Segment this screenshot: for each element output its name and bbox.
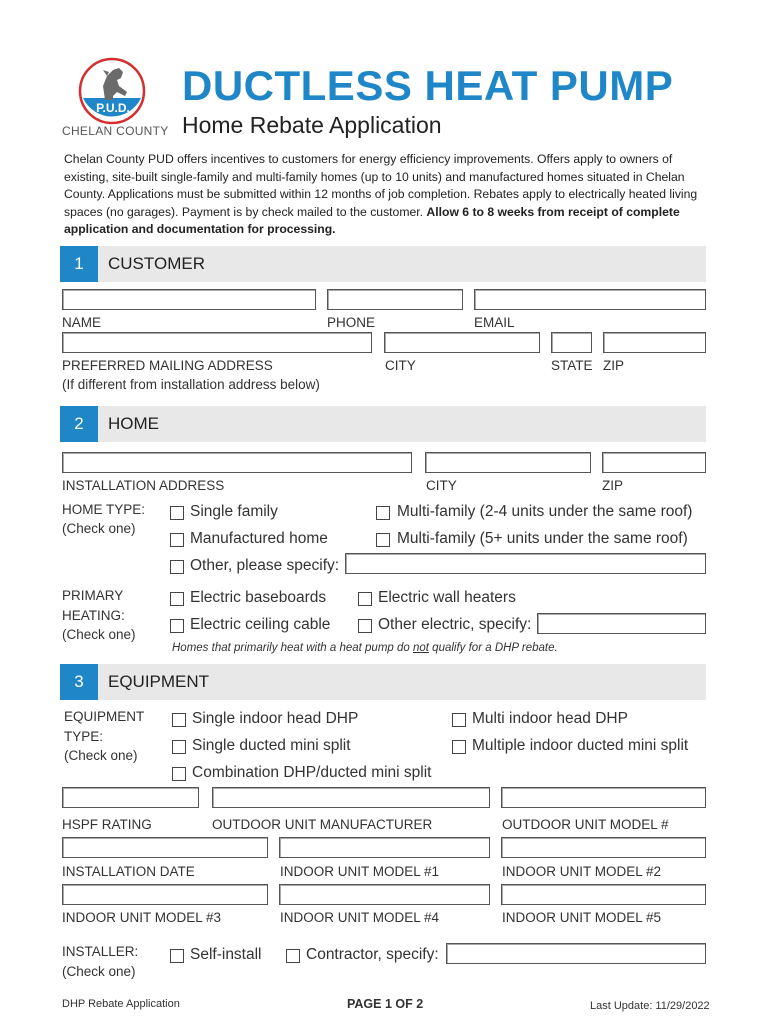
single-family-checkbox[interactable] bbox=[170, 506, 184, 520]
section-number: 3 bbox=[60, 664, 98, 700]
intro-body: Chelan County PUD offers incentives to customers for energy efficiency improvements. Offers apply to owners of existing, site-built single-family and multi-family homes (up to 10 units) and manufactured homes situated in Chelan County. Applications must be submitted within 12 months of job completion. Rebates apply to electrically heated living spaces (no garages). Payment is by check mailed to the customer. bbox=[64, 152, 698, 219]
section-title: CUSTOMER bbox=[108, 254, 205, 273]
indoor-model-2-label: INDOOR UNIT MODEL #2 bbox=[502, 864, 662, 879]
mailing-address-label: PREFERRED MAILING ADDRESS bbox=[62, 358, 273, 373]
other-home-type-checkbox[interactable] bbox=[170, 560, 184, 574]
single-ducted-checkbox[interactable] bbox=[172, 740, 186, 754]
combination-label: Combination DHP/ducted mini split bbox=[192, 764, 432, 781]
footer-last-update: Last Update: 11/29/2022 bbox=[590, 1000, 710, 1012]
logo-org-name: CHELAN COUNTY bbox=[62, 124, 169, 138]
installation-city-label: CITY bbox=[426, 478, 457, 493]
intro-processing-note: Allow 6 to 8 weeks from receipt of complete application and documentation for processing. bbox=[64, 204, 680, 237]
equipment-type-label bbox=[64, 707, 144, 766]
name-label: NAME bbox=[62, 315, 102, 330]
page-subtitle: Home Rebate Application bbox=[182, 112, 442, 138]
self-install-label: Self-install bbox=[190, 946, 262, 963]
installer-hint: (Check one) bbox=[62, 963, 136, 979]
section-number: 1 bbox=[60, 246, 98, 282]
electric-wall-heaters-checkbox[interactable] bbox=[358, 592, 372, 606]
multi-indoor-head-label: Multi indoor head DHP bbox=[472, 710, 628, 727]
phone-label: PHONE bbox=[327, 315, 376, 330]
outdoor-model-input[interactable] bbox=[501, 787, 706, 808]
indoor-model-2-input[interactable] bbox=[501, 837, 706, 858]
mailing-zip-label: ZIP bbox=[603, 358, 625, 373]
multi-family-small-checkbox[interactable] bbox=[376, 506, 390, 520]
mailing-address-note: (If different from installation address below) bbox=[62, 377, 320, 392]
section-title: EQUIPMENT bbox=[108, 672, 210, 691]
multiple-ducted-label: Multiple indoor ducted mini split bbox=[472, 737, 689, 754]
installer-label bbox=[62, 942, 138, 981]
mailing-zip-input[interactable] bbox=[603, 332, 706, 353]
other-electric-label: Other electric, specify: bbox=[378, 616, 532, 633]
single-indoor-head-label: Single indoor head DHP bbox=[192, 710, 359, 727]
footer-page-number: PAGE 1 OF 2 bbox=[347, 997, 424, 1011]
email-input[interactable] bbox=[474, 289, 706, 310]
mailing-state-label: STATE bbox=[551, 358, 593, 373]
hspf-rating-input[interactable] bbox=[62, 787, 199, 808]
outdoor-manufacturer-label: OUTDOOR UNIT MANUFACTURER bbox=[212, 817, 433, 832]
logo-badge-text: P.U.D. bbox=[96, 101, 130, 115]
section-header-equipment bbox=[60, 664, 706, 700]
phone-input[interactable] bbox=[327, 289, 463, 310]
contractor-label: Contractor, specify: bbox=[306, 946, 439, 963]
multi-indoor-head-checkbox[interactable] bbox=[452, 713, 466, 727]
contractor-input[interactable] bbox=[446, 943, 706, 964]
outdoor-model-label: OUTDOOR UNIT MODEL # bbox=[502, 817, 669, 832]
primary-heating-label bbox=[62, 586, 136, 645]
logo bbox=[62, 56, 169, 140]
section-header-home bbox=[60, 406, 706, 442]
email-label: EMAIL bbox=[474, 315, 515, 330]
indoor-model-5-input[interactable] bbox=[501, 884, 706, 905]
section-header-customer bbox=[60, 246, 706, 282]
mailing-city-label: CITY bbox=[385, 358, 416, 373]
manufactured-home-checkbox[interactable] bbox=[170, 533, 184, 547]
section-title: HOME bbox=[108, 414, 159, 433]
indoor-model-4-label: INDOOR UNIT MODEL #4 bbox=[280, 910, 440, 925]
indoor-model-5-label: INDOOR UNIT MODEL #5 bbox=[502, 910, 662, 925]
other-home-type-label: Other, please specify: bbox=[190, 557, 340, 574]
installation-zip-input[interactable] bbox=[602, 452, 706, 473]
mailing-address-input[interactable] bbox=[62, 332, 372, 353]
equipment-type-label-line1: EQUIPMENT bbox=[64, 709, 145, 724]
name-input[interactable] bbox=[62, 289, 316, 310]
indoor-model-1-label: INDOOR UNIT MODEL #1 bbox=[280, 864, 440, 879]
single-ducted-label: Single ducted mini split bbox=[192, 737, 351, 754]
self-install-checkbox[interactable] bbox=[170, 949, 184, 963]
pud-horse-logo-icon bbox=[77, 56, 147, 126]
page-title: DUCTLESS HEAT PUMP bbox=[182, 62, 674, 109]
single-family-label: Single family bbox=[190, 503, 278, 520]
mailing-city-input[interactable] bbox=[384, 332, 540, 353]
installation-date-label: INSTALLATION DATE bbox=[62, 864, 195, 879]
indoor-model-3-input[interactable] bbox=[62, 884, 268, 905]
intro-paragraph bbox=[64, 151, 714, 239]
hspf-rating-label: HSPF RATING bbox=[62, 817, 152, 832]
multi-family-large-label: Multi-family (5+ units under the same roof) bbox=[397, 530, 688, 547]
mailing-state-input[interactable] bbox=[551, 332, 592, 353]
installation-zip-label: ZIP bbox=[602, 478, 624, 493]
indoor-model-4-input[interactable] bbox=[279, 884, 490, 905]
equipment-type-hint: (Check one) bbox=[64, 748, 138, 763]
heat-pump-disclaimer: Homes that primarily heat with a heat pump do not qualify for a DHP rebate. bbox=[172, 642, 558, 654]
primary-heating-hint: (Check one) bbox=[62, 627, 136, 642]
electric-baseboards-checkbox[interactable] bbox=[170, 592, 184, 606]
indoor-model-3-label: INDOOR UNIT MODEL #3 bbox=[62, 910, 222, 925]
installation-city-input[interactable] bbox=[425, 452, 591, 473]
installation-address-input[interactable] bbox=[62, 452, 412, 473]
home-type-hint: (Check one) bbox=[62, 521, 136, 536]
other-electric-input[interactable] bbox=[537, 613, 706, 634]
manufactured-home-label: Manufactured home bbox=[190, 530, 328, 547]
combination-checkbox[interactable] bbox=[172, 767, 186, 781]
multiple-ducted-checkbox[interactable] bbox=[452, 740, 466, 754]
single-indoor-head-checkbox[interactable] bbox=[172, 713, 186, 727]
equipment-type-label-line2: TYPE: bbox=[64, 728, 104, 744]
section-number: 2 bbox=[60, 406, 98, 442]
footer-document-name: DHP Rebate Application bbox=[62, 998, 180, 1010]
installation-date-input[interactable] bbox=[62, 837, 268, 858]
electric-baseboards-label: Electric baseboards bbox=[190, 589, 327, 606]
electric-ceiling-cable-checkbox[interactable] bbox=[170, 619, 184, 633]
outdoor-manufacturer-input[interactable] bbox=[212, 787, 490, 808]
primary-heating-label-line2: HEATING: bbox=[62, 607, 125, 623]
other-electric-checkbox[interactable] bbox=[358, 619, 372, 633]
home-type-label: HOME TYPE: bbox=[62, 502, 146, 517]
contractor-checkbox[interactable] bbox=[286, 949, 300, 963]
installer-label-line1: INSTALLER: bbox=[62, 944, 139, 959]
electric-ceiling-cable-label: Electric ceiling cable bbox=[190, 616, 331, 633]
electric-wall-heaters-label: Electric wall heaters bbox=[378, 589, 516, 606]
indoor-model-1-input[interactable] bbox=[279, 837, 490, 858]
installation-address-label: INSTALLATION ADDRESS bbox=[62, 478, 225, 493]
other-home-type-input[interactable] bbox=[345, 553, 706, 574]
multi-family-small-label: Multi-family (2-4 units under the same roof) bbox=[397, 503, 693, 520]
primary-heating-label-line1: PRIMARY bbox=[62, 588, 124, 603]
multi-family-large-checkbox[interactable] bbox=[376, 533, 390, 547]
